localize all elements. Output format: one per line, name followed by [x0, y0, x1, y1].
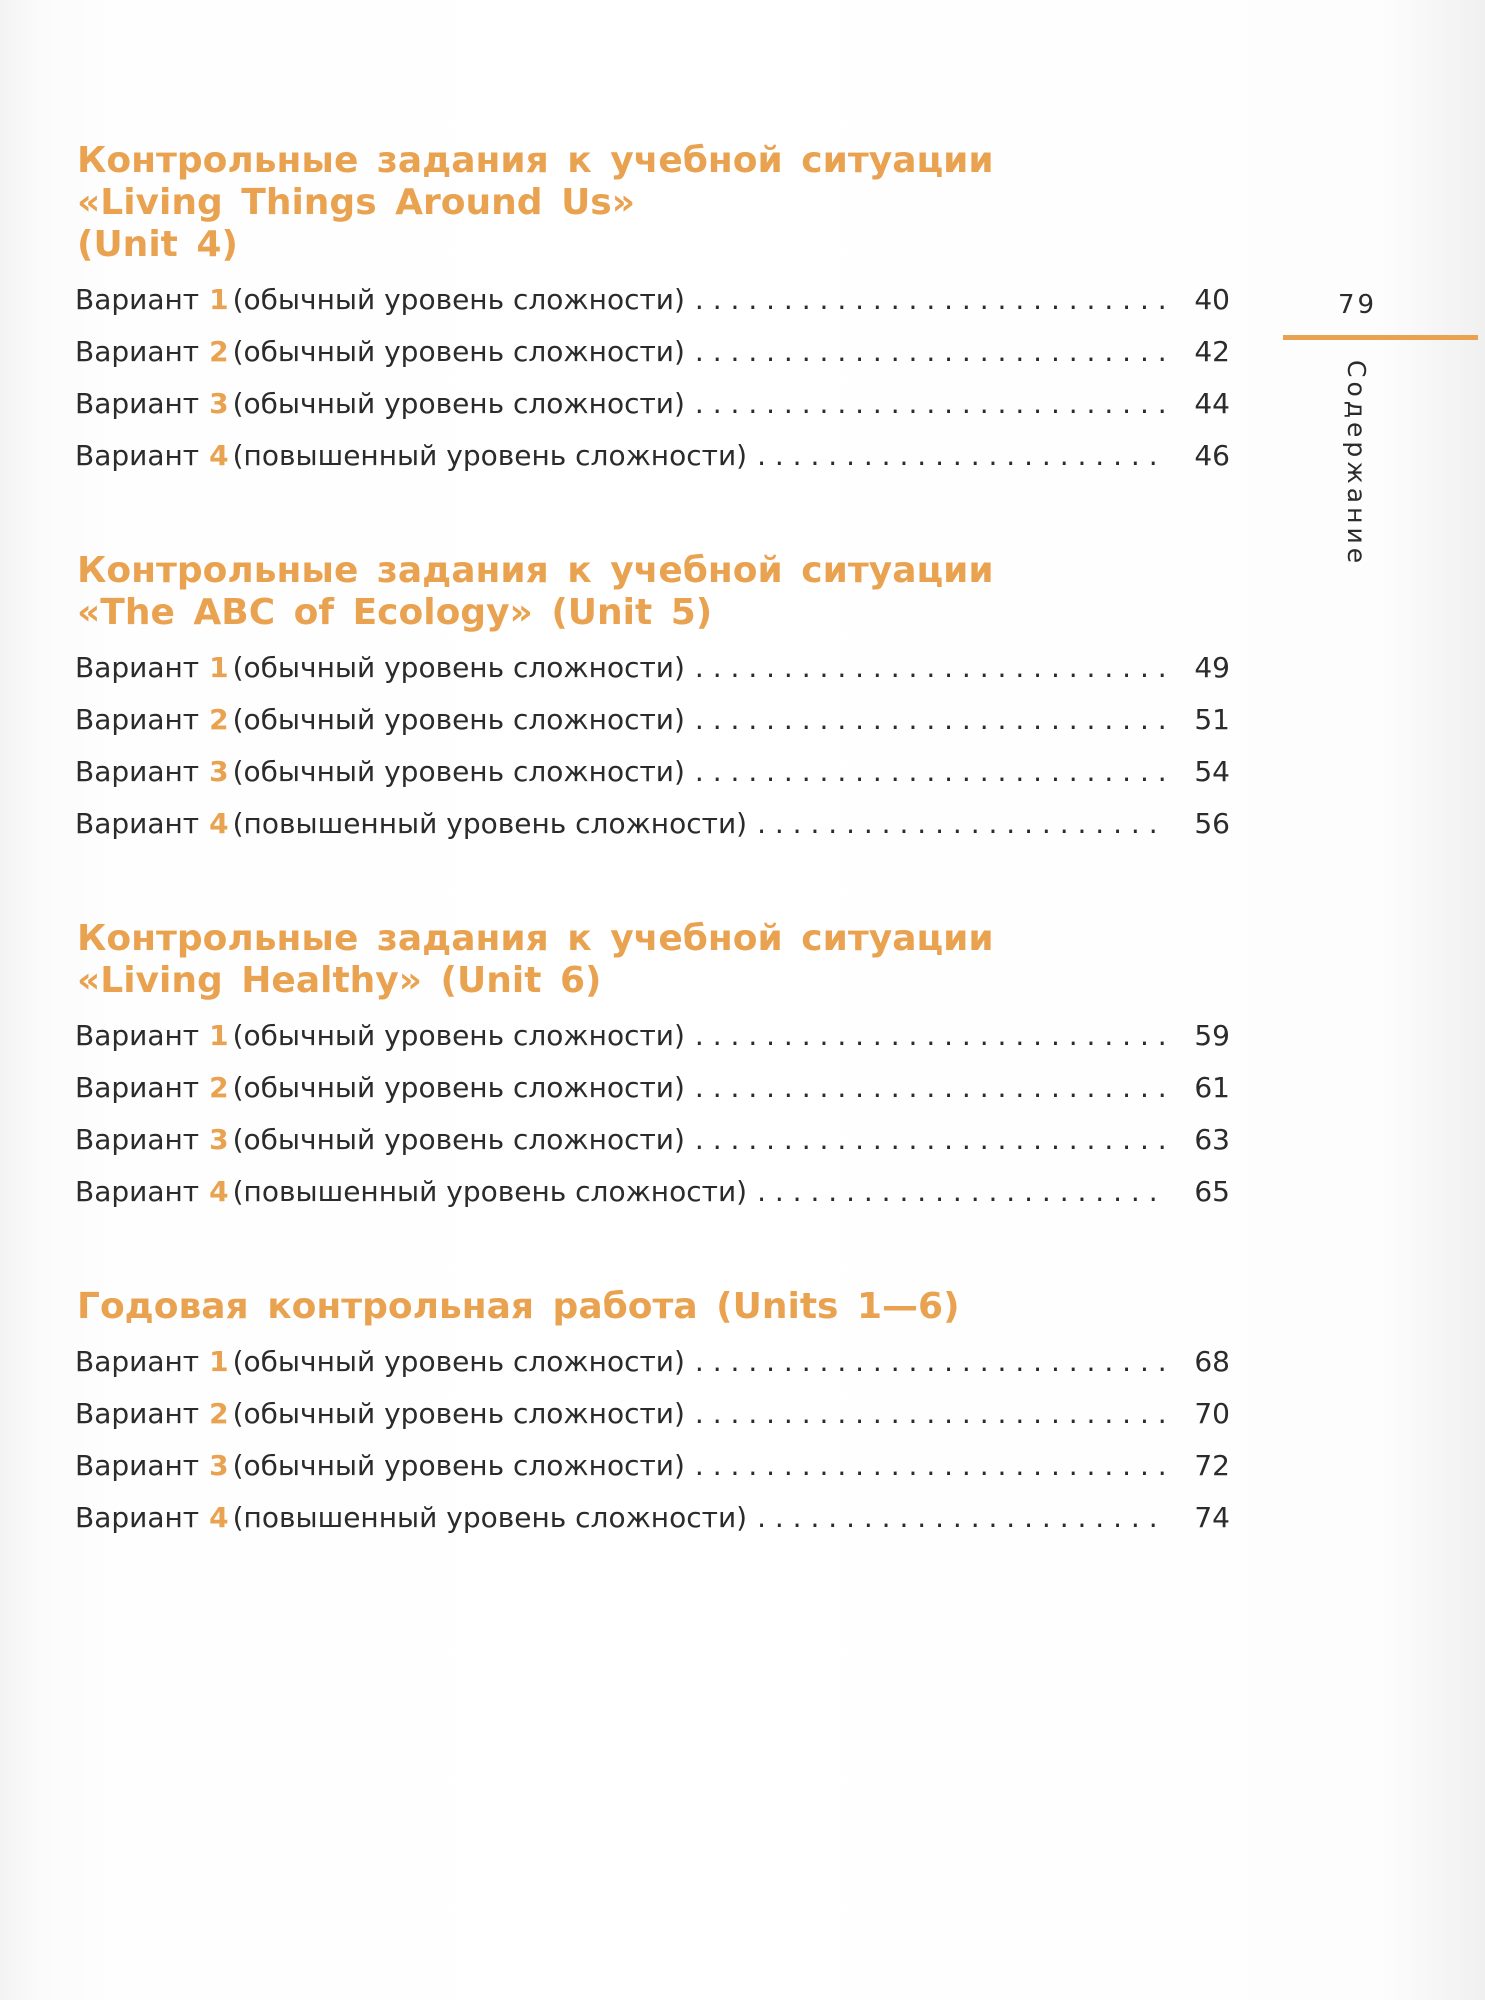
- toc-section-annual-test: [75, 1286, 1230, 1544]
- dot-leader: [695, 1114, 1168, 1166]
- toc-entry[interactable]: [75, 642, 1230, 694]
- entry-label: Вариант: [75, 1123, 200, 1156]
- running-header-label: Содержание: [1342, 360, 1371, 568]
- entry-label: Вариант: [75, 755, 200, 788]
- toc-entry[interactable]: [75, 1010, 1230, 1062]
- entry-variant-number: 2: [209, 335, 229, 368]
- entry-description: (повышенный уровень сложности): [232, 439, 748, 472]
- entry-variant-number: 4: [209, 1175, 229, 1208]
- dot-leader: [695, 1062, 1168, 1114]
- dot-leader: [757, 430, 1168, 482]
- section-title-line: Контрольные задания к учебной ситуации: [77, 550, 994, 591]
- entry-page-number: 44: [1194, 387, 1230, 420]
- entry-variant-number: 3: [209, 1449, 229, 1482]
- entry-page-number: 72: [1194, 1449, 1230, 1482]
- toc-entry[interactable]: [75, 694, 1230, 746]
- dot-leader: [695, 326, 1168, 378]
- entry-description: (обычный уровень сложности): [232, 1345, 685, 1378]
- entry-label: Вариант: [75, 1019, 200, 1052]
- entry-description: (обычный уровень сложности): [232, 335, 685, 368]
- dot-leader: [757, 1166, 1168, 1218]
- toc-entry[interactable]: [75, 1114, 1230, 1166]
- section-spacer: [75, 482, 1230, 550]
- dot-leader: [757, 1492, 1168, 1544]
- entry-description: (обычный уровень сложности): [232, 1123, 685, 1156]
- entry-variant-number: 1: [209, 651, 229, 684]
- dot-leader: [695, 642, 1168, 694]
- entry-label: Вариант: [75, 387, 200, 420]
- toc-entry[interactable]: [75, 798, 1230, 850]
- toc-entry[interactable]: [75, 1336, 1230, 1388]
- dot-leader: [695, 1440, 1168, 1492]
- entry-description: (обычный уровень сложности): [232, 1071, 685, 1104]
- entry-label: Вариант: [75, 335, 200, 368]
- toc-section-unit-4: [75, 140, 1230, 482]
- toc-entry[interactable]: [75, 1166, 1230, 1218]
- entry-description: (обычный уровень сложности): [232, 1449, 685, 1482]
- entry-page-number: 54: [1194, 755, 1230, 788]
- entry-label: Вариант: [75, 1449, 200, 1482]
- entry-description: (обычный уровень сложности): [232, 1019, 685, 1052]
- dot-leader: [695, 1336, 1168, 1388]
- entry-label: Вариант: [75, 651, 200, 684]
- entry-variant-number: 3: [209, 387, 229, 420]
- entry-page-number: 56: [1194, 807, 1230, 840]
- entry-variant-number: 3: [209, 755, 229, 788]
- entry-description: (повышенный уровень сложности): [232, 1501, 748, 1534]
- entry-label: Вариант: [75, 1345, 200, 1378]
- entry-page-number: 46: [1194, 439, 1230, 472]
- entry-label: Вариант: [75, 1071, 200, 1104]
- toc-entry[interactable]: [75, 1440, 1230, 1492]
- entry-page-number: 61: [1194, 1071, 1230, 1104]
- entry-label: Вариант: [75, 439, 200, 472]
- section-title: [77, 140, 1230, 266]
- dot-leader: [695, 1388, 1168, 1440]
- entry-description: (повышенный уровень сложности): [232, 1175, 748, 1208]
- entry-variant-number: 1: [209, 1019, 229, 1052]
- toc-entry[interactable]: [75, 746, 1230, 798]
- dot-leader: [695, 274, 1168, 326]
- toc-section-unit-6: [75, 918, 1230, 1218]
- section-title-line: (Unit 4): [77, 224, 238, 265]
- entry-label: Вариант: [75, 283, 200, 316]
- dot-leader: [695, 378, 1168, 430]
- entry-variant-number: 4: [209, 1501, 229, 1534]
- entry-description: (обычный уровень сложности): [232, 1397, 685, 1430]
- toc-entry[interactable]: [75, 1062, 1230, 1114]
- entry-page-number: 40: [1194, 283, 1230, 316]
- section-title: [77, 1286, 1230, 1328]
- table-of-contents: [75, 140, 1230, 1544]
- section-spacer: [75, 1218, 1230, 1286]
- entry-description: (обычный уровень сложности): [232, 755, 685, 788]
- toc-entry[interactable]: [75, 1492, 1230, 1544]
- entry-label: Вариант: [75, 703, 200, 736]
- toc-entry[interactable]: [75, 326, 1230, 378]
- entry-page-number: 42: [1194, 335, 1230, 368]
- entry-page-number: 49: [1194, 651, 1230, 684]
- entry-variant-number: 2: [209, 1397, 229, 1430]
- toc-entry[interactable]: [75, 378, 1230, 430]
- toc-entry[interactable]: [75, 430, 1230, 482]
- section-title: [77, 918, 1230, 1002]
- entry-label: Вариант: [75, 1397, 200, 1430]
- side-accent-rule: [1283, 335, 1478, 340]
- entry-label: Вариант: [75, 1501, 200, 1534]
- entry-variant-number: 2: [209, 1071, 229, 1104]
- section-title-line: «Living Healthy» (Unit 6): [77, 960, 602, 1001]
- section-title-line: Контрольные задания к учебной ситуации: [77, 140, 994, 181]
- entry-description: (обычный уровень сложности): [232, 651, 685, 684]
- entry-page-number: 51: [1194, 703, 1230, 736]
- section-spacer: [75, 850, 1230, 918]
- entry-variant-number: 2: [209, 703, 229, 736]
- page-number: 79: [1338, 290, 1378, 320]
- entry-variant-number: 1: [209, 1345, 229, 1378]
- entry-description: (обычный уровень сложности): [232, 387, 685, 420]
- dot-leader: [695, 694, 1168, 746]
- entry-label: Вариант: [75, 1175, 200, 1208]
- entry-page-number: 59: [1194, 1019, 1230, 1052]
- entry-page-number: 63: [1194, 1123, 1230, 1156]
- section-title-line: «The ABC of Ecology» (Unit 5): [77, 592, 713, 633]
- entry-variant-number: 4: [209, 439, 229, 472]
- toc-section-unit-5: [75, 550, 1230, 850]
- entry-description: (обычный уровень сложности): [232, 283, 685, 316]
- entry-description: (повышенный уровень сложности): [232, 807, 748, 840]
- entry-page-number: 70: [1194, 1397, 1230, 1430]
- entry-description: (обычный уровень сложности): [232, 703, 685, 736]
- entry-variant-number: 4: [209, 807, 229, 840]
- dot-leader: [695, 746, 1168, 798]
- section-title-line: Годовая контрольная работа (Units 1—6): [77, 1286, 960, 1327]
- entry-variant-number: 1: [209, 283, 229, 316]
- entry-page-number: 74: [1194, 1501, 1230, 1534]
- entry-label: Вариант: [75, 807, 200, 840]
- entry-page-number: 68: [1194, 1345, 1230, 1378]
- section-title-line: «Living Things Around Us»: [77, 182, 635, 223]
- entry-variant-number: 3: [209, 1123, 229, 1156]
- toc-entry[interactable]: [75, 1388, 1230, 1440]
- entry-page-number: 65: [1194, 1175, 1230, 1208]
- section-title-line: Контрольные задания к учебной ситуации: [77, 918, 994, 959]
- dot-leader: [757, 798, 1168, 850]
- section-title: [77, 550, 1230, 634]
- dot-leader: [695, 1010, 1168, 1062]
- toc-entry[interactable]: [75, 274, 1230, 326]
